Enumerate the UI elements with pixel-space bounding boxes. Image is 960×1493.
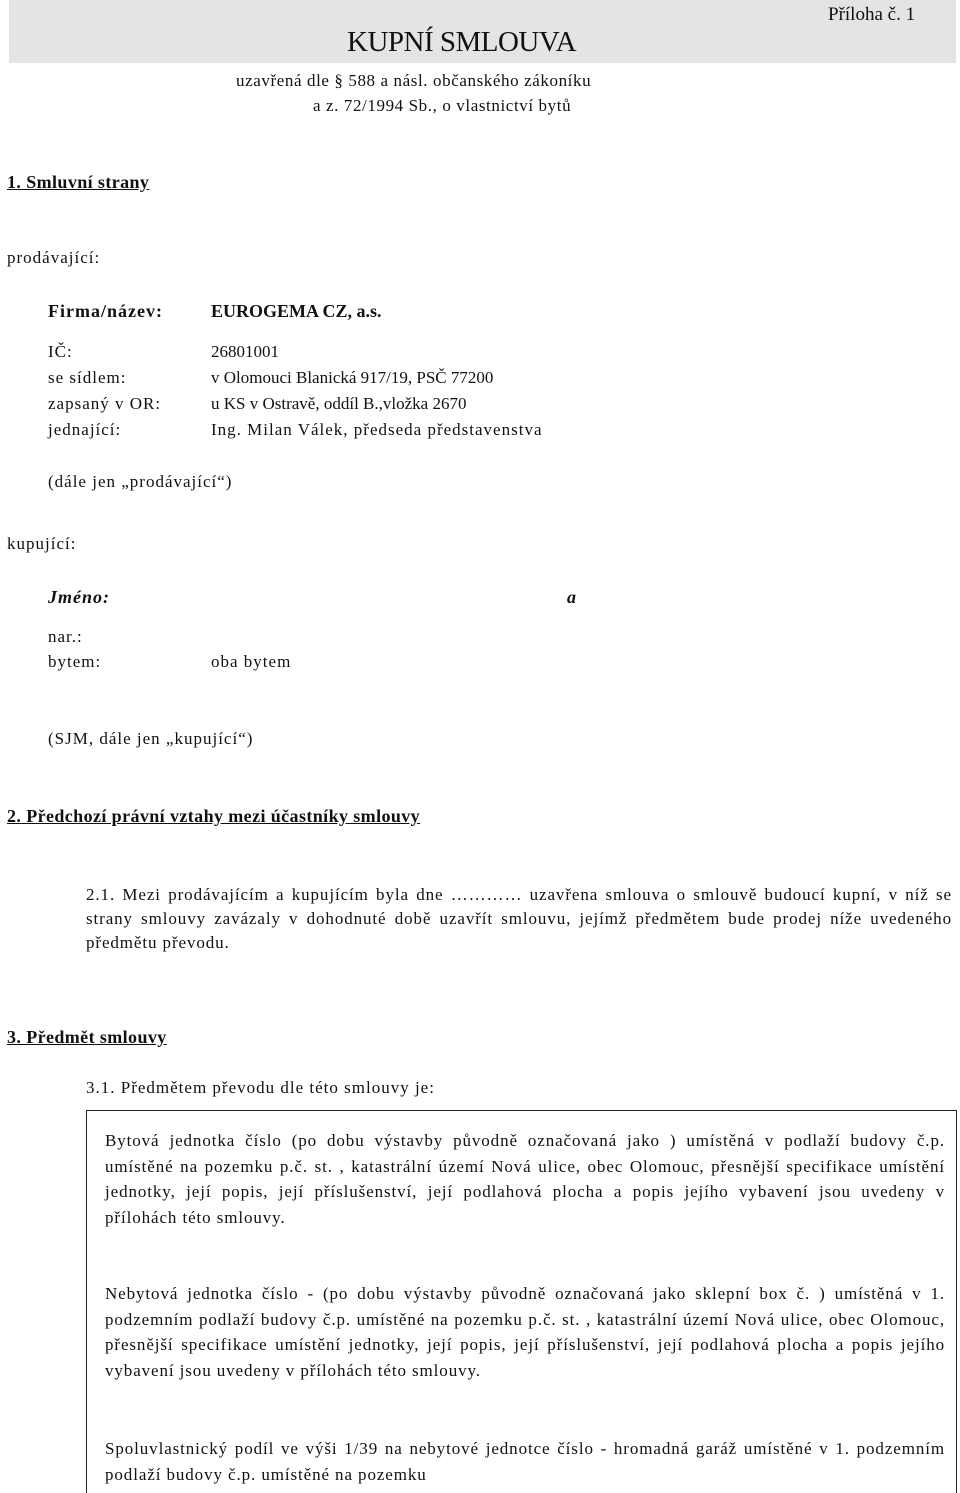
clause-3-1: 3.1. Předmětem převodu dle této smlouvy je:	[86, 1078, 435, 1097]
buyer-residence-label: bytem:	[48, 652, 102, 671]
document-title: KUPNÍ SMLOUVA	[347, 26, 577, 58]
subject-item-cellar: Nebytová jednotka číslo - (po dobu výstavby původně označovaná jako sklepní box č. ) umístěná v 1. podzemním podlaží budovy č.p. umístěné na pozemku p.č. st. , katastrální území Nová ulice, obec Olomouc, přesnější specifikace umístění jednotky, její popis, její příslušenství, její podlahová plocha a popis jejího vybavení jsou uvedeny v přílohách této smlouvy.	[105, 1284, 945, 1381]
buyer-residence-value: oba bytem	[211, 652, 292, 671]
buyer-name-label: Jméno:	[48, 587, 110, 607]
buyer-note: (SJM, dále jen „kupující“)	[48, 729, 254, 748]
acting-value: Ing. Milan Válek, předseda představenstva	[211, 420, 543, 439]
clause-2-1: 2.1. Mezi prodávajícím a kupujícím byla dne ………… uzavřena smlouva o smlouvě budoucí kupní, v níž se strany smlouvy zavázaly v dohodnuté době uzavřít smlouvu, jejímž předmětem bude prodej níže uvedeného předmětu převodu.	[86, 885, 952, 952]
subtitle-line-1: uzavřená dle § 588 a násl. občanského zákoníku	[236, 71, 592, 90]
seat-label: se sídlem:	[48, 368, 127, 387]
annex-label: Příloha č. 1	[828, 4, 916, 25]
section-2-heading: 2. Předchozí právní vztahy mezi účastníky smlouvy	[7, 806, 421, 826]
subject-item-apartment: Bytová jednotka číslo (po dobu výstavby původně označovaná jako ) umístěná v podlaží budovy č.p. umístěné na pozemku p.č. st. , katastrální území Nová ulice, obec Olomouc, přesnější specifikace umístění jednotky, její popis, její příslušenství, její podlahová plocha a popis jejího vybavení jsou uvedeny v přílohách této smlouvy.	[105, 1131, 945, 1228]
company-name-value: EUROGEMA CZ, a.s.	[211, 301, 382, 321]
section-1-heading: 1. Smluvní strany	[7, 172, 150, 192]
company-name-label: Firma/název:	[48, 301, 163, 321]
buyer-born-label: nar.:	[48, 627, 83, 646]
section-3-heading: 3. Předmět smlouvy	[7, 1027, 167, 1047]
subject-item-garage-share: Spoluvlastnický podíl ve výši 1/39 na nebytové jednotce číslo - hromadná garáž umístěné v 1. podzemním podlaží budovy č.p. umístěné na pozemku	[105, 1439, 945, 1484]
seller-note: (dále jen „prodávající“)	[48, 472, 233, 491]
register-value: u KS v Ostravě, oddíl B.,vložka 2670	[211, 394, 467, 413]
register-label: zapsaný v OR:	[48, 394, 162, 413]
seller-label: prodávající:	[7, 248, 101, 267]
subtitle-line-2: a z. 72/1994 Sb., o vlastnictví bytů	[313, 96, 572, 115]
ico-label: IČ:	[48, 342, 73, 361]
seat-value: v Olomouci Blanická 917/19, PSČ 77200	[211, 368, 494, 387]
buyer-label: kupující:	[7, 534, 77, 553]
acting-label: jednající:	[48, 420, 122, 439]
buyer-and: a	[567, 587, 577, 607]
ico-value: 26801001	[211, 342, 279, 361]
